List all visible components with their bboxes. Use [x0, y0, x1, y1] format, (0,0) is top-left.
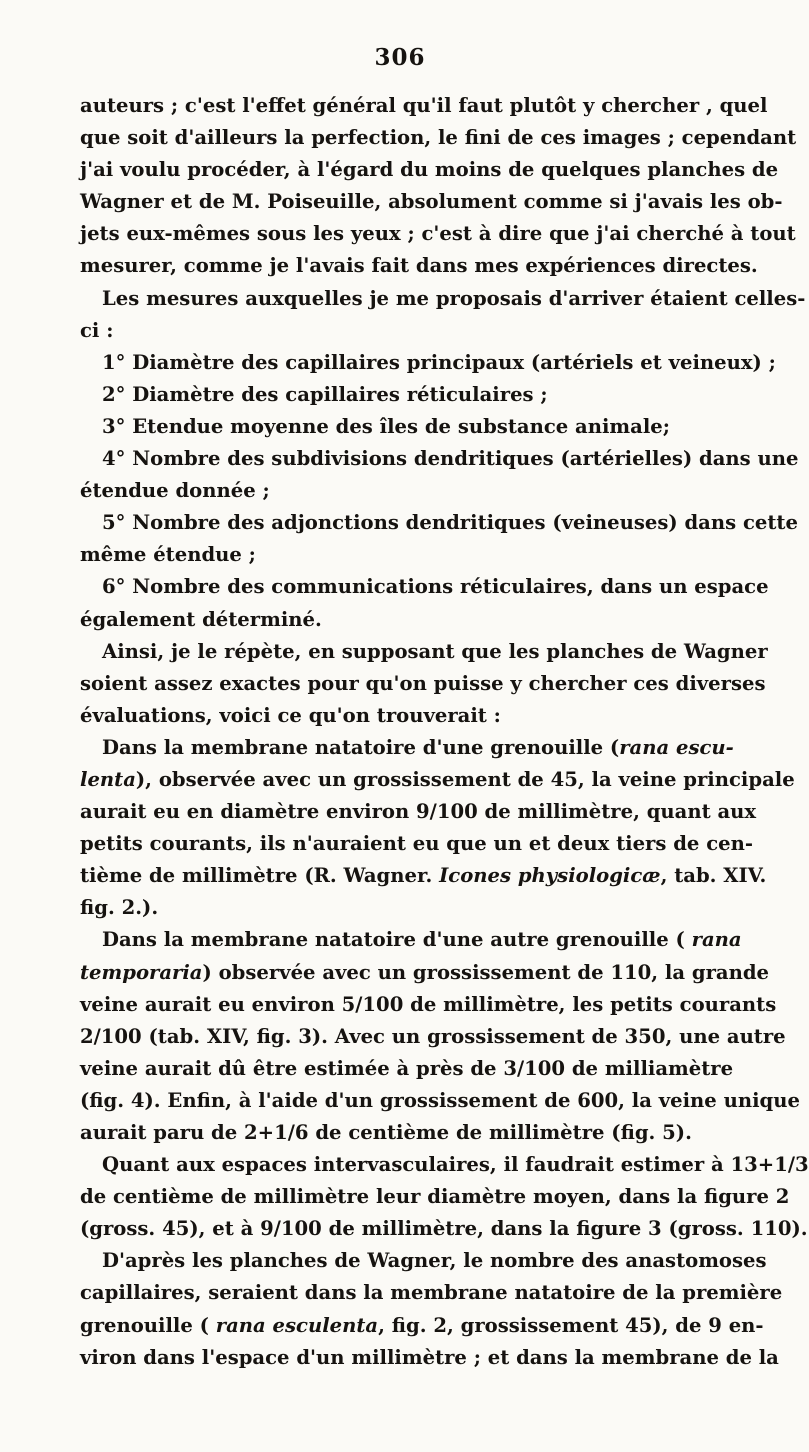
text-line: Quant aux espaces intervasculaires, il faudrait estimer à 13+1/3	[102, 1153, 809, 1177]
text-line: étendue donnée ;	[80, 479, 270, 503]
text-line: (fig. 4). Enfin, à l'aide d'un grossissement de 600, la veine unique	[80, 1088, 800, 1112]
page-number: 306	[374, 44, 426, 71]
text-line: veine aurait dû être estimée à près de 3/100 de milliamètre	[80, 1056, 734, 1080]
text-line: Wagner et de M. Poiseuille, absolument comme si j'avais les ob-	[80, 190, 783, 214]
text-line: ci :	[80, 318, 114, 342]
text-line: mesurer, comme je l'avais fait dans mes expériences directes.	[80, 254, 758, 278]
text-line: tième de millimètre (R. Wagner. Icones physiologicæ, tab. XIV.	[80, 864, 767, 888]
text-line: évaluations, voici ce qu'on trouverait :	[80, 703, 501, 727]
text-line: Ainsi, je le répète, en supposant que les planches de Wagner	[102, 639, 768, 663]
text-line: (gross. 45), et à 9/100 de millimètre, dans la figure 3 (gross. 110).	[80, 1217, 808, 1241]
text-line: grenouille ( rana esculenta, fig. 2, grossissement 45), de 9 en-	[80, 1313, 764, 1337]
text-line: fig. 2.).	[80, 896, 159, 920]
text-line: de centième de millimètre leur diamètre moyen, dans la figure 2	[80, 1185, 790, 1209]
text-line: 3° Etendue moyenne des îles de substance animale;	[102, 414, 670, 438]
text-line: aurait paru de 2+1/6 de centième de millimètre (fig. 5).	[80, 1121, 692, 1144]
text-line: Dans la membrane natatoire d'une grenouille (rana escu-	[102, 735, 734, 759]
text-line: viron dans l'espace d'un millimètre ; et dans la membrane de la	[80, 1345, 779, 1369]
text-line: petits courants, ils n'auraient eu que un et deux tiers de cen-	[80, 832, 753, 856]
text-line: j'ai voulu procéder, à l'égard du moins de quelques planches de	[80, 158, 779, 182]
text-line: également déterminé.	[80, 607, 322, 631]
text-line: Les mesures auxquelles je me proposais d'arriver étaient celles-	[102, 286, 806, 310]
text-line: que soit d'ailleurs la perfection, le fini de ces images ; cependant	[80, 126, 797, 150]
text-line: temporaria) observée avec un grossissement de 110, la grande	[80, 960, 769, 984]
text-line: 2/100 (tab. XIV, fig. 3). Avec un grossissement de 350, une autre	[80, 1024, 786, 1048]
text-line: veine aurait eu environ 5/100 de millimètre, les petits courants	[80, 992, 777, 1016]
text-line: capillaires, seraient dans la membrane natatoire de la première	[80, 1281, 783, 1305]
text-line: 4° Nombre des subdivisions dendritiques (artérielles) dans une	[102, 447, 799, 471]
text-line: jets eux-mêmes sous les yeux ; c'est à dire que j'ai cherché à tout	[80, 222, 796, 246]
text-line: aurait eu en diamètre environ 9/100 de millimètre, quant aux	[80, 800, 757, 824]
text-line: D'après les planches de Wagner, le nombre des anastomoses	[102, 1249, 767, 1273]
text-line: 1° Diamètre des capillaires principaux (artériels et veineux) ;	[102, 350, 776, 374]
text-line: lenta), observée avec un grossissement de 45, la veine principale	[80, 767, 795, 791]
text-line: 2° Diamètre des capillaires réticulaires ;	[102, 382, 548, 406]
text-line: 5° Nombre des adjonctions dendritiques (veineuses) dans cette	[102, 511, 798, 535]
text-line: Dans la membrane natatoire d'une autre grenouille ( rana	[102, 928, 742, 952]
body-text	[80, 90, 809, 1374]
text-line: soient assez exactes pour qu'on puisse y chercher ces diverses	[80, 671, 766, 695]
text-line: même étendue ;	[80, 543, 256, 567]
text-line: 6° Nombre des communications réticulaires, dans un espace	[102, 575, 769, 599]
text-line: auteurs ; c'est l'effet général qu'il faut plutôt y chercher , quel	[80, 94, 768, 117]
